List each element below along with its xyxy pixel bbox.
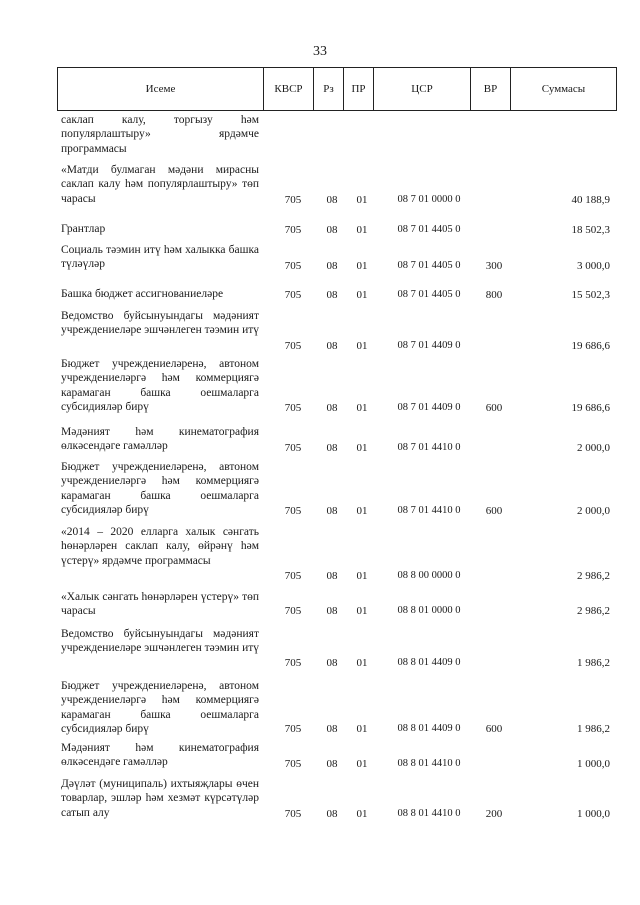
row-kvsr: 705 xyxy=(284,570,302,582)
row-sum: 2 986,2 xyxy=(577,570,610,582)
table-row xyxy=(0,525,640,583)
header-pr: ПР xyxy=(344,68,374,111)
page-number: 33 xyxy=(313,44,327,59)
row-kvsr: 705 xyxy=(284,758,302,770)
row-rz: 08 xyxy=(326,505,338,517)
row-pr: 01 xyxy=(356,570,368,582)
header-rz: Рз xyxy=(314,68,344,111)
row-kvsr: 705 xyxy=(284,808,302,820)
row-sum: 1 000,0 xyxy=(577,758,610,770)
row-pr: 01 xyxy=(356,505,368,517)
row-name: Бюджет учреждениеләренә, автоном учреждениеләргә һәм коммерциягә карамаган башка оешмаларга субсидияләр бирү xyxy=(61,461,259,516)
row-csr: 08 8 01 4410 0 xyxy=(397,808,461,819)
row-kvsr: 705 xyxy=(284,657,302,669)
row-pr: 01 xyxy=(356,224,368,236)
row-sum: 1 000,0 xyxy=(577,808,610,820)
row-kvsr: 705 xyxy=(284,402,302,414)
row-name: Социаль тәэмин итү һәм халыкка башка түләүләр xyxy=(61,244,259,271)
row-name: саклап калу, торгызу һәм популярлаштыру» ярдәмче программасы xyxy=(61,114,259,155)
row-csr: 08 7 01 4405 0 xyxy=(397,289,461,300)
row-kvsr: 705 xyxy=(284,723,302,735)
row-rz: 08 xyxy=(326,657,338,669)
row-kvsr: 705 xyxy=(284,289,302,301)
row-name: «Халык сәнгать һөнәрләрен үстерү» төп чарасы xyxy=(61,591,259,618)
row-csr: 08 8 01 4409 0 xyxy=(397,657,461,668)
row-name: Грантлар xyxy=(61,223,106,235)
row-sum: 2 000,0 xyxy=(577,442,610,454)
row-sum: 40 188,9 xyxy=(571,194,610,206)
row-rz: 08 xyxy=(326,402,338,414)
row-name: Мәдәният һәм кинематография өлкәсендәге гамәлләр xyxy=(61,742,259,769)
row-csr: 08 7 01 4405 0 xyxy=(397,260,461,271)
row-pr: 01 xyxy=(356,808,368,820)
row-rz: 08 xyxy=(326,808,338,820)
row-pr: 01 xyxy=(356,402,368,414)
row-vr: 200 xyxy=(485,808,503,820)
row-sum: 3 000,0 xyxy=(577,260,610,272)
row-rz: 08 xyxy=(326,194,338,206)
row-vr: 300 xyxy=(485,260,503,272)
header-sum: Суммасы xyxy=(511,68,617,111)
row-rz: 08 xyxy=(326,758,338,770)
row-pr: 01 xyxy=(356,723,368,735)
row-name: Ведомство буйсынуындагы мәдәният учреждениеләре эшчәнлеген тәэмин итү xyxy=(61,628,260,655)
table-row xyxy=(0,679,640,736)
row-sum: 19 686,6 xyxy=(571,402,610,414)
table-row xyxy=(0,309,640,353)
row-sum: 1 986,2 xyxy=(577,657,610,669)
row-csr: 08 7 01 0000 0 xyxy=(397,194,461,205)
row-csr: 08 7 01 4410 0 xyxy=(397,505,461,516)
header-vr: ВР xyxy=(471,68,511,111)
row-sum: 19 686,6 xyxy=(571,340,610,352)
table-row xyxy=(0,425,640,455)
row-name: Бюджет учреждениеләренә, автоном учреждениеләргә һәм коммерциягә карамаган башка оешмаларга субсидияләр бирү xyxy=(61,358,259,413)
row-pr: 01 xyxy=(356,605,368,617)
row-kvsr: 705 xyxy=(284,224,302,236)
row-csr: 08 8 01 4409 0 xyxy=(397,723,461,734)
row-pr: 01 xyxy=(356,289,368,301)
row-name: «2014 – 2020 елларга халык сәнгать һөнәрләрен саклап калу, өйрәнү һәм үстерү» ярдәмче программасы xyxy=(61,526,259,567)
table-row xyxy=(0,357,640,415)
row-kvsr: 705 xyxy=(284,260,302,272)
row-vr: 600 xyxy=(485,505,503,517)
row-rz: 08 xyxy=(326,224,338,236)
row-rz: 08 xyxy=(326,570,338,582)
row-csr: 08 7 01 4405 0 xyxy=(397,224,461,235)
row-pr: 01 xyxy=(356,657,368,669)
header-name: Исеме xyxy=(58,68,264,111)
row-name: Башка бюджет ассигнованиеләре xyxy=(61,288,224,300)
row-rz: 08 xyxy=(326,340,338,352)
header-csr: ЦСР xyxy=(374,68,471,111)
row-kvsr: 705 xyxy=(284,442,302,454)
row-sum: 1 986,2 xyxy=(577,723,610,735)
row-sum: 15 502,3 xyxy=(571,289,610,301)
row-vr: 600 xyxy=(485,402,503,414)
table-row xyxy=(0,460,640,518)
table-row xyxy=(0,741,640,771)
row-name: Дәүләт (муниципаль) ихтыяҗлары өчен товарлар, эшләр һәм хезмәт күрсәтүләр сатып алу xyxy=(61,778,259,819)
row-vr: 600 xyxy=(485,723,503,735)
row-rz: 08 xyxy=(326,723,338,735)
row-csr: 08 8 00 0000 0 xyxy=(397,570,461,581)
row-pr: 01 xyxy=(356,442,368,454)
row-rz: 08 xyxy=(326,605,338,617)
table-row xyxy=(0,243,640,273)
table-row xyxy=(0,163,640,207)
row-name: «Матди булмаган мәдәни мирасны саклап калу һәм популярлаштыру» төп чарасы xyxy=(61,164,259,205)
row-kvsr: 705 xyxy=(284,194,302,206)
row-csr: 08 7 01 4409 0 xyxy=(397,402,461,413)
row-rz: 08 xyxy=(326,442,338,454)
row-sum: 2 000,0 xyxy=(577,505,610,517)
row-rz: 08 xyxy=(326,289,338,301)
row-sum: 2 986,2 xyxy=(577,605,610,617)
row-vr: 800 xyxy=(485,289,503,301)
row-pr: 01 xyxy=(356,340,368,352)
table-row xyxy=(0,590,640,618)
table-row xyxy=(0,222,640,237)
table-row xyxy=(0,287,640,302)
row-csr: 08 7 01 4409 0 xyxy=(397,340,461,351)
row-csr: 08 7 01 4410 0 xyxy=(397,442,461,453)
table-row xyxy=(0,113,640,156)
row-pr: 01 xyxy=(356,758,368,770)
row-name: Мәдәният һәм кинематография өлкәсендәге гамәлләр xyxy=(61,426,259,453)
row-pr: 01 xyxy=(356,194,368,206)
row-csr: 08 8 01 4410 0 xyxy=(397,758,461,769)
row-pr: 01 xyxy=(356,260,368,272)
row-csr: 08 8 01 0000 0 xyxy=(397,605,461,616)
row-kvsr: 705 xyxy=(284,505,302,517)
table-row xyxy=(0,777,640,821)
row-sum: 18 502,3 xyxy=(571,224,610,236)
row-kvsr: 705 xyxy=(284,605,302,617)
row-name: Ведомство буйсынуындагы мәдәният учреждениеләре эшчәнлеген тәэмин итү xyxy=(61,310,260,337)
row-kvsr: 705 xyxy=(284,340,302,352)
row-rz: 08 xyxy=(326,260,338,272)
row-name: Бюджет учреждениеләренә, автоном учреждениеләргә һәм коммерциягә карамаган башка оешмаларга субсидияләр бирү xyxy=(61,680,259,735)
header-kvsr: КВСР xyxy=(264,68,314,111)
table-row xyxy=(0,627,640,670)
